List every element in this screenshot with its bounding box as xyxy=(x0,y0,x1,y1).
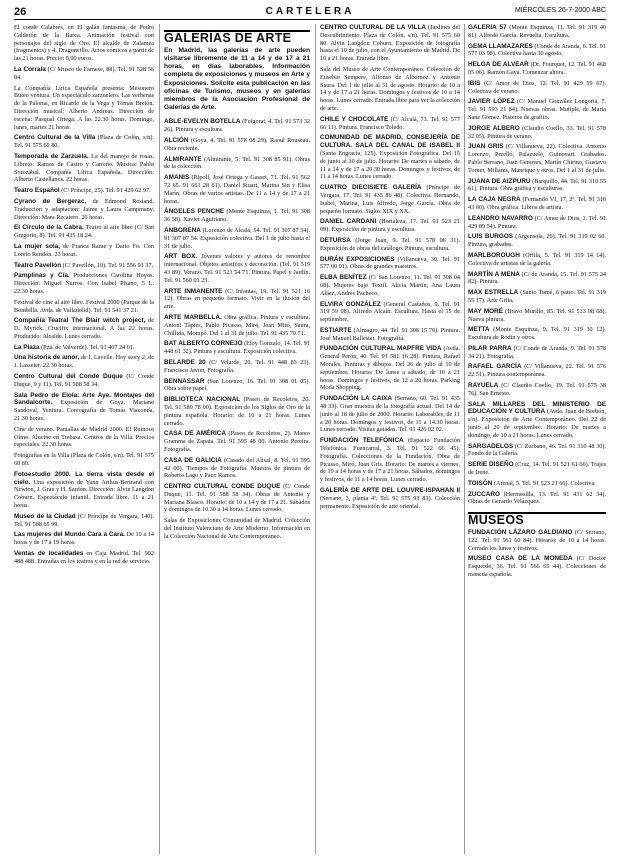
listing-name: BAT ALBERTO CORNEJO xyxy=(164,340,243,348)
listing-entry xyxy=(320,327,460,343)
listing-entry xyxy=(468,289,606,305)
listing-details: (C/ Infantas, 19. Tel. 91 521 16 12). Obras en pequeño formato. Vivir en la ilusión del arte. xyxy=(164,287,310,311)
listing-details: (C/ San Lorenzo, 11. Tel. 91 308 04 68). Mujeres bajo Textil. Alicia Martín, Ana Laura Aláez, Andrés Pacheco. xyxy=(320,274,460,297)
listing-entry xyxy=(320,134,460,181)
listing-name: ELVIRA GONZÁLEZ xyxy=(320,300,381,308)
listing-name: SALA MILLARES DEL MINISTERIO DE EDUCACIÓN Y CULTURA xyxy=(468,400,606,416)
listing-name: ARTE MARBELLA. xyxy=(164,313,222,321)
listing-entry xyxy=(468,24,606,40)
listing-name: PILAR PARRA xyxy=(468,344,512,352)
museums-list xyxy=(468,529,606,579)
listing-name: JORGE ALBERO xyxy=(468,124,520,132)
listing-name: Las mujeres del Mundo Cara a Cara. xyxy=(14,531,125,539)
listing-entry xyxy=(14,153,154,184)
listing-entry xyxy=(14,134,154,150)
listing-entry xyxy=(320,184,460,215)
listing-name: Fotoestudio 2000. La tierra vista desde el cielo. xyxy=(14,470,154,486)
listing-details: (C/ Amor de Dios, 12. Tel. 91 429 59 67). Colectiva de verano. xyxy=(468,79,606,95)
listing-details: (Conde de Aranda, 6. Tel. 91 577 03 98). Colectiva hasta 30 agosto. xyxy=(468,42,606,58)
listing-details: (Pza. de Valverde). Tel. 91 467 24 01. xyxy=(41,343,135,351)
column-galleries-and-museums xyxy=(468,24,606,854)
listing-entry xyxy=(164,174,310,205)
listing-entry xyxy=(468,529,606,552)
listing-name: La Plaza xyxy=(14,343,40,351)
listing-details: Obra gráfica. Pintura y escultura. Antoni Tàpies, Pablo Picasso, Miró, Joan Miró, Saura, Chillida, Mompó. Del 1 al 31 de julio. Tel. 91 435 70 71. xyxy=(164,313,310,337)
listing-entry xyxy=(320,274,460,297)
listing-details: De 10 a 14 horas y de 17 a 19 horas. xyxy=(14,531,154,547)
listing-name: ART BOX. xyxy=(164,253,198,261)
listing-entry xyxy=(468,382,606,398)
listing-name: La Corrala xyxy=(14,65,46,73)
listing-entry xyxy=(14,452,154,468)
listing-entry xyxy=(14,471,154,510)
listing-entry xyxy=(468,443,606,459)
listing-name: ALMIRANTE xyxy=(164,155,202,163)
listing-entry xyxy=(468,98,606,121)
listing-name: MARTÍN A MENA xyxy=(468,270,520,278)
listing-entry xyxy=(164,340,310,356)
listing-name: MAY MORÉ xyxy=(468,307,504,315)
listing-details: (C/ Manuel González Longoria, 7. Tel. 91 593 21 84). Nuevas obras. Mutiple, de Marta Sanz Gómez. Pisteros de grafito. xyxy=(468,98,606,121)
listing-details: (Argensola, 26). Tel. 91 319 02 60. Pintura, grabados. xyxy=(468,233,606,249)
column-divider xyxy=(464,24,465,854)
listing-details: (Dr. Fourquet, 12. Tel. 91 468 05 06). Ramón Gaya. Comenzar ahora. xyxy=(468,61,606,76)
listing-name: Ventas de localidades xyxy=(14,550,84,558)
column-art-galleries xyxy=(164,24,310,854)
listing-name: JUAN GRIS xyxy=(468,143,504,151)
listing-details: de D. Myrick. Crucifix internacional. A las 22 horas. Producido: Alcalde. Lunes cerrado. xyxy=(14,317,154,340)
listing-entry xyxy=(320,487,460,510)
listing-entry xyxy=(164,517,310,540)
listing-details: (Lorenzo de Alcalá, 54. Tel. 91 307 87 54). 91 307 87 54. Exposición colectiva. Del 1 de julio hasta el 31 de julio. xyxy=(164,226,310,250)
listing-details: (Jardines del Descubrimiento. Plaza de Colón, s/n). Tel. 91 575 60 80. Alvin Langdon Coburn. Exposición de fotografía hasta el 10 de julio, con el Ayuntamiento de Madrid. De 10 a 21 horas. Entrada libre. xyxy=(320,24,460,63)
listing-details: (Espacio Fundación Telefónica. Fuencarral, 3. Tel. 91 522 66 45). Fotografía. Colecciones de la Fundación. Obra de Picasso, Miró, Juan Gris. Horario: De martes a viernes, de 10 a 14 horas y de 17 a 21 horas. Sábados, domingos y festivos, de 11 a 14 horas. Lunes cerrado. xyxy=(320,437,460,484)
galleries-list xyxy=(164,118,310,540)
listing-details: (Jorge Juan, 9. Tel. 91 578 06 31). Exposición de obras del catálogo. Pintura, escultura. xyxy=(320,236,460,252)
listing-name: FUNDACIÓN LA CAIXA xyxy=(320,395,393,403)
listing-details: (C/ Amor de Dios, 1. Tel. 91 429 89 54). Pintura. xyxy=(468,214,606,230)
column-divider xyxy=(315,24,316,854)
listing-entry xyxy=(468,215,606,231)
listing-name: MARLBOROUGH xyxy=(468,251,520,259)
listing-entry xyxy=(320,256,460,272)
listing-details: (Paseo de Recoletos, 20. Tel. 91 580 78 00). Exposición de los Siglos de Oro de la pintura española. Horario: de 10 a 21 horas. Lunes cerrado. xyxy=(164,396,310,427)
listing-entry xyxy=(468,345,606,361)
listing-entry xyxy=(320,301,460,324)
listing-details: (Villanueva, 30. Tel. 91 577 60 91). Obras de grandes maestros. xyxy=(320,255,460,271)
listing-entry xyxy=(164,288,310,311)
listing-name: CASA DE GALICIA xyxy=(164,456,222,464)
listing-details: Fotografías en la Villa (Plaza de Colón, s/n). Tel. 91 575 60 80. xyxy=(14,452,154,468)
listing-details: Sala del Museo de Arte Contemporáneo. Colección de Eusebio Sempere, Alfonso de Albornoz y Antonio Saura. Del 1 de julio al 31 de agosto. Horario: de 10 a 14 y de 17 a 21 horas. Domingos y festivos de 10 a 14 horas. Lunes cerrado. Entrada libre para ver la colección de arte. xyxy=(320,65,460,112)
listing-details: (Santo Tomé, 6 patio. Tel. 91 319 55 17). Arte Grita. xyxy=(468,289,606,304)
listing-details: (C/ Conde Duque, 11. Tel. 91 588 58 34). Obras de Antonio y Mariana Blasco. Horario: de 10 a 14 y de 17 a 21. Sábados y domingos de 10.30 a 14 horas. Lunes cerrado. xyxy=(164,483,310,514)
listing-entry xyxy=(164,156,310,172)
listing-details: La del manojo de rosas. Libreto: Ramos de Castro y Carreño. Música: Pablo Sorozábal. Compañía Lírica Española. Dirección: Alberto Castellanos. 22 horas. xyxy=(14,152,154,184)
listing-details: (C/ Velarde, 20. Tel. 91 448 83 23). Francisco Javier, Fotografía. xyxy=(164,358,310,374)
column-divider xyxy=(159,24,160,854)
listing-details: (General Castaños, 9. Tel. 91 319 59 08). Alfredo Alcaín. Escultura. Hasta el 15 de septiembre. xyxy=(320,300,460,324)
listing-entry xyxy=(164,457,310,480)
listing-name: CENTRO CULTURAL DE LA VILLA xyxy=(320,24,426,31)
listing-entry xyxy=(320,116,460,132)
listing-entry xyxy=(14,392,154,423)
listing-name: LUIS BURGOS xyxy=(468,233,514,241)
listing-name: TOISÓN xyxy=(468,479,493,487)
listing-entry xyxy=(468,491,606,507)
listing-entry xyxy=(14,66,154,82)
listing-entry xyxy=(14,426,154,449)
listing-entry xyxy=(320,437,460,484)
listing-name: El Círculo de la Cabra. xyxy=(14,224,84,232)
issue-date: MIÉRCOLES 26-7-2000 ABC xyxy=(514,7,606,14)
galleries-list-continued xyxy=(468,24,606,506)
listing-name: ESTIARTE xyxy=(320,326,352,334)
listing-entry xyxy=(14,317,154,340)
listing-name: CHILE Y CHOCOLATE xyxy=(320,115,389,123)
listing-details: (Claudio Coello, 33. Tel. 91 578 32 05). Pintura de verano. xyxy=(468,124,606,140)
listing-entry xyxy=(164,359,310,375)
listing-details: (C/ de Aranda, 15. Tel. 91 575 24 82). Pintura. xyxy=(468,270,606,286)
listing-details: (Ripoll, José Ortega y Gasset, 71. Tel. 91 562 72 65. 91 661 28 61). Daniel Stuart, Marina Sin y Elisa Marín. Obras de varios artistas. De 11 a 14 y de 17 a 21 horas. xyxy=(164,174,310,205)
listing-details: (Fernando VI, 17, 2º. Tel. 91 310 43 60). Obra gráfica. Libros de artista. xyxy=(468,196,606,211)
listing-entry xyxy=(14,344,154,352)
listing-entry xyxy=(320,395,460,434)
header-rule xyxy=(14,19,606,20)
listing-details: (C/ Pavellón, 10). Tel. 91 556 91 37. xyxy=(62,261,154,269)
listing-details: (C/ Conde de Aranda, 9. Tel. 91 578 34 21). Fotografía. xyxy=(468,344,606,360)
listing-name: Compañía Teatral The Blair witch project, xyxy=(14,317,146,325)
listing-details: (Serrano, 60. Tel. 91 435 48 33). Gran muestra de la fotografía actual. Del 14 de junio al 18 de julio de 2000. Horario: Laborables, de 11 a 20 horas. Domingos y festivos, de 11 a 14.30 horas. Lunes cerrado. Visitas guiadas. Tel. 91 426 02 02. xyxy=(320,395,460,434)
listing-details: (C/ Alcalá, 73. Tel. 91 577 66 11). Pintura. Francisco Toledo. xyxy=(320,115,460,131)
listing-details: (Avda. General Perón, 40. Tel. 91 581 16 28). Pintura, Rafael Morales. Pinturas y dibujos. Del 26 de julio al 10 de septiembre. Horario: De lunes a sábado, de 10 a 21 horas. Domingos y festivos, de 12 a 20 horas. Parking Moda Shopping. xyxy=(320,345,460,392)
listing-details: Teatro al aire libre (C/ San Gregorio, 8). Tel. 91 435 18 24. xyxy=(14,224,154,240)
listing-name: CASA DE AMÉRICA xyxy=(164,430,226,438)
listing-name: DURÁN EXPOSICIONES xyxy=(320,255,395,263)
listing-name: ZUCCARO xyxy=(468,490,500,498)
listing-details: (C/ Conde Duque, 9 y 11). Tel. 91 588 58 34. xyxy=(14,373,154,388)
listing-name: DANIEL CARDANI xyxy=(320,218,377,226)
listing-entry xyxy=(164,483,310,514)
listing-name: LEANDRO NAVARRO xyxy=(468,214,533,222)
listing-name: Temporada de Zarzuela. xyxy=(14,152,89,160)
listing-name: FUNDACIÓN LÁZARO GALDIANO xyxy=(468,529,573,537)
listing-entry xyxy=(164,227,310,250)
listing-details: (Príncipe de Vergara, 17. Tel. 91 435 86 48). Colectiva. Hernando, Isabel, Marina, Luis Alfredo, Jorge García. Obra de pequeño formato. Siglos XIX y XX. xyxy=(320,184,460,215)
listing-details: (C/ Doctor Esquerdo, 36. Tel. 91 566 65 44). Colecciones de moneda española. xyxy=(468,555,606,579)
galleries-intro: En Madrid, las galerías de arte pueden visitarse libremente de 11 a 14 y de 17 a 21 horas, en días laborables. Información completa de exposiciones y museos en Arte y Exposiciones. Solicite esta publicación en las oficinas de Turismo, museos y en galerías miembros de la Asociación Profesional de Galerías de Arte. xyxy=(164,46,310,112)
listing-details: (Barquillo, 44. Tel. 91 310 55 61). Pintura. Obra gráfica y esculturas. xyxy=(468,177,606,193)
listing-entry xyxy=(14,224,154,240)
listing-entry xyxy=(320,24,460,63)
listing-name: ARTE INMANENTE xyxy=(164,287,223,295)
listing-details: (C/ Príncipe, 25). Tel. 91 429 62 97. xyxy=(61,187,151,195)
listing-details: (Avda. Juan de Borbón, s/n). Exposición de Arte Contemporáneo. Del 22 de junio al 20 de septiembre. Horario: De martes a domingo, de 10 a 21 horas. Lunes cerrado. xyxy=(468,408,606,439)
listing-details: (Bravo Murillo, 85. Tel. 91 533 08 68). Nueva pintura. xyxy=(468,307,606,323)
listing-entry xyxy=(468,233,606,249)
listing-name: Sala Pedro de Elola: Arte Aye. Montajes del Sandalcorte. xyxy=(14,391,154,407)
listing-entry xyxy=(164,396,310,427)
page-number: 26 xyxy=(14,6,27,18)
listing-entry xyxy=(164,118,310,134)
listing-details: El conde Calabrés, en El galán fantasma, de Pedro Calderón de la Barca. Animación festival con personajes del siglo de Oro. El alcalde de Zalamea (fragmentos) y 4. Dragoncillo. Actos cómicos a partir de las 21 horas. Precio: 5,00 euros. xyxy=(14,24,154,63)
listing-details: (Serrano, 3, planta 4ª. Tel. 91 575 93 83). Colección permanente. Exposición de arte oriental. xyxy=(320,494,460,510)
listing-name: Teatro Pavellón xyxy=(14,261,62,269)
listing-name: DETURSA xyxy=(320,236,351,244)
listing-details: (Goya, 4. Tel. 91 578 08 29). Raoul Rouseau. Obra reciente. xyxy=(164,137,310,152)
listing-details: Exposición de Goya. Mariano Sandoval, Ventura. Coreografía de Tomás Viaconda. 21.30 horas. xyxy=(14,399,154,423)
listing-entry xyxy=(14,354,154,370)
listing-entry xyxy=(320,237,460,253)
listing-name: MUSEO CASA DE LA MONEDA xyxy=(468,555,573,563)
column-theatre-listings xyxy=(14,24,154,854)
listing-entry xyxy=(468,43,606,59)
listing-entry xyxy=(164,314,310,337)
listing-name: RAYUELA xyxy=(468,382,499,390)
listing-details: (Eloy Gonzalo, 14. Tel. 91 448 61 32). Pintura y escultura. Exposición colectiva. xyxy=(164,340,310,356)
listing-entry xyxy=(468,252,606,268)
listing-details: Cine de verano. Pantallas de Madrid 2000. El Ruinoso Olmo. Alucine en Trebasa. Centros de la Villa. Precios especiales. 22.30 horas. xyxy=(14,425,154,449)
listing-name: Centro Cultural del Conde Duque xyxy=(14,373,123,381)
listing-name: AMANIS xyxy=(164,174,190,182)
listing-details: (Almagro, 44. Tel. 91 308 15 70). Pintura. José Manuel Ballester. Fotografía. xyxy=(320,326,460,342)
listing-details: (Almirante, 5. Tel. 91 308 85 91). Obras de la colección. xyxy=(164,155,310,171)
listing-entry xyxy=(14,24,154,63)
page-header xyxy=(14,6,606,20)
listing-name: JUANA DE AIZPURU xyxy=(468,177,531,185)
listing-details: (C/ Museo de Farnese, 88). Tel. 91 528 56 84. xyxy=(14,65,154,81)
listing-entry xyxy=(468,80,606,96)
listing-name: SERIE DISEÑO xyxy=(468,461,514,469)
listing-name: IBIS xyxy=(468,79,481,87)
listing-entry xyxy=(164,208,310,224)
listing-details: (Monte Esquinza, 1. Tel. 91 308 36 58). Xavier Aguiriano. xyxy=(164,208,310,224)
listing-name: CUATRO DIECISIETE GALERÍA xyxy=(320,184,422,192)
listing-entry xyxy=(14,531,154,547)
listing-name: BIBLIOTECA NACIONAL xyxy=(164,396,241,404)
listing-details: (C/ Príncipe de Vergara, 140). Tel. 91 588 65 99. xyxy=(14,512,154,528)
listing-details: (Plaza de Colón, s/n). Tel. 91 575 60 80. xyxy=(14,134,154,150)
listing-name: BELARDE 20 xyxy=(164,358,206,366)
listing-details: (C/ Claudio Coello, 19. Tel. 91 575 38 76). San Ernesto. xyxy=(468,382,606,397)
listing-name: FUNDACIÓN CULTURAL MAPFRE VIDA xyxy=(320,345,442,353)
listing-name: Cyrano de Bergerac, xyxy=(14,197,87,205)
listing-entry xyxy=(468,363,606,379)
listing-entry xyxy=(468,178,606,194)
listing-details: (Monte Esquinza, 9. Tel. 91 319 30 12). Escultura de Rodin y otros. xyxy=(468,326,606,342)
listing-name: GALERÍA 57 xyxy=(468,24,507,31)
listing-entry xyxy=(320,345,460,392)
listing-entry xyxy=(14,513,154,529)
listing-name: GEMA LLAMAZARES xyxy=(468,42,533,50)
listing-entry xyxy=(164,253,310,284)
galleries-heading: GALERÍAS DE ARTE xyxy=(164,30,310,43)
listing-details: (Santa Engracia, 125). Exposición Fotográfica. Del 15 de junio al 30 de julio. Horario: De martes a sábado, de 11 a 14 y de 17 a 20.30 horas. Domingos y festivos, de 11 a 14 horas. Lunes cerrado. xyxy=(320,149,460,181)
listing-details: (Cruz, 14. Tel. 91 521 61 66). Trajes de Irene. xyxy=(468,461,606,477)
listing-details: (Paseo de Recoletos, 2). Marco Gramma de Zapata. Tel. 91 595 48 00. Antonio Pereira. Fotografía. xyxy=(164,430,310,453)
listing-entry xyxy=(14,187,154,195)
listing-name: Museo de la Ciudad xyxy=(14,512,76,520)
listing-name: La mujer sola, xyxy=(14,242,60,250)
listing-details: (Orfila, 5. Tel. 91 319 14 14). Colectiva de artistas de la galería. xyxy=(468,251,606,267)
column-galleries-continued xyxy=(320,24,460,854)
listing-entry xyxy=(468,480,606,488)
listing-name: Centro Cultural de la Villa xyxy=(14,134,96,142)
listing-details: (Hermosilla, 13. Tel. 91 431 62 34). Obras de Gerardo Velázquez. xyxy=(468,490,606,506)
listing-details: (Arenal, 5. Tel. 91 523 21 66). Colectiva. xyxy=(493,479,596,487)
listing-details: (C/ Villanueva, 22. Tel. 91 576 22 51). Pintura contemporánea. xyxy=(468,363,606,379)
listing-details: (C/ Serrano, 122. Tel. 91 561 60 84). Horario: de 10 a 14 horas. Cerrado los lunes y festivos. xyxy=(468,529,606,552)
listing-name: Pamplinas y Cía. xyxy=(14,272,70,280)
listing-name: ABLE-EVELYN BOTELLA xyxy=(164,118,241,126)
listing-details: (Monte Esquinza, 11. Tel. 91 319 40 81). Alfredo García. Revuelta. Escultura. xyxy=(468,24,606,39)
listing-entry xyxy=(468,61,606,77)
listing-name: Una historia de amor, xyxy=(14,354,80,362)
listing-entry xyxy=(164,378,310,394)
listing-entry xyxy=(14,85,154,132)
listing-details: Jóvenes valores y autores de renombre internacional. Objetos artísticos y decoración. (Tel. 91 519 43 89). Verano. Tel. 91 523 54 71. Pintura. Papel y Jardín. Tel. 91 560 03 23. xyxy=(164,253,310,284)
listing-entry xyxy=(468,461,606,477)
listing-details: (C/ Villanueva, 22). Colectiva. Antonio Lorenzo, Perelló, Palazuelo, Guinovart. Grabados. Pablo Serrano, Juan Genovés, Martín Chirino, Gustavo Torner, Millares, Manrique y otros. Del 1 al 31 de julio. xyxy=(468,143,606,174)
listing-entry xyxy=(14,243,154,259)
listing-name: CENTRO CULTURAL CONDE DUQUE xyxy=(164,483,281,491)
listing-details: (Hortaleza, 17. Tel. 91 523 21 09). Exposición de pintura y escultura. xyxy=(320,218,460,234)
listing-name: Teatro Español xyxy=(14,187,60,195)
listing-entry xyxy=(468,271,606,287)
listing-entry xyxy=(468,326,606,342)
listing-details: en Caja Madrid. Tel. 902 488 488. Entradas en los teatros y en la red de servicio. xyxy=(14,550,154,565)
listing-details: Una exposición de Yann Arthus-Bertrand con Newton, J. Grau y H. Sardón. Dirección: Alvin Langdon Coburn. Espectáculo infantil. Entrada libre. 11 a 21 horas. xyxy=(14,478,154,510)
listing-entry xyxy=(14,272,154,295)
listing-entry xyxy=(164,430,310,453)
listing-entry xyxy=(14,373,154,389)
listing-entry xyxy=(164,137,310,153)
listing-entry xyxy=(468,555,606,578)
listing-entry xyxy=(320,66,460,113)
listing-details: de J. Lavelle. Hoy story 2, de J. Lasseter. 22.30 horas. xyxy=(14,354,154,370)
listing-details: de Franca Rame y Dario Fo. Con Loreto Rendón. 23 horas. xyxy=(14,242,154,258)
listing-details: (San Lorenzo, 16. Tel. 91 308 01 05). Obra sobre papel. xyxy=(164,377,310,393)
listing-name: GALERÍA DE ARTE DEL LOUVRE-ISPAHAN II xyxy=(320,487,460,495)
listing-name: LA CAJA NEGRA xyxy=(468,196,521,204)
listing-entry xyxy=(14,299,154,315)
listing-name: MAX ESTRELLA xyxy=(468,289,519,297)
listing-name: ELBA BENÍTEZ xyxy=(320,274,367,282)
listing-entry xyxy=(468,401,606,440)
listing-name: BENNASSAR xyxy=(164,377,205,385)
listing-entry xyxy=(14,198,154,221)
listing-name: HELGA DE ALVEAR xyxy=(468,61,529,69)
listing-entry xyxy=(468,143,606,174)
listing-name: JAVIER LÓPEZ xyxy=(468,98,515,106)
listing-entry xyxy=(320,218,460,234)
listing-name: SARGADELOS xyxy=(468,442,514,450)
listing-details: de Edmond Rostand. Traducción y adaptación: Jaime y Laura Campmany. Dirección: Mara Recatero. 20 horas. xyxy=(14,197,154,221)
listing-details: (Casado del Alisal, 8. Tel. 91 595 42 00). Tiempos de Fotografía. Muestra de pintura de Roberto Lago y Paco Ramos. xyxy=(164,456,310,480)
museums-heading: MUSEOS xyxy=(468,512,606,525)
listing-name: METTA xyxy=(468,326,490,334)
listing-entry xyxy=(14,550,154,566)
listing-details: Producciones Carolina Hoyos. Dirección: Miguel Narros. Con Isabel Pisano, 5 L. 22.30 horas. xyxy=(14,272,154,295)
listing-entry xyxy=(468,196,606,212)
section-title: CARTELERA xyxy=(265,6,355,17)
listing-details: Salas de Exposiciones Comunidad de Madrid. Colección del Instituto Valenciano de Arte Moderno. Información en la Colección Nacional de Arte Contemporáneo. xyxy=(164,517,310,540)
listing-name: FUNDACIÓN TELEFÓNICA xyxy=(320,437,404,445)
listing-entry xyxy=(14,262,154,270)
listing-details: (Fuigorat, 4. Tel. 91 573 32 26). Pintura y escultura. xyxy=(164,118,310,134)
listing-name: COMUNIDAD DE MADRID, CONSEJERÍA DE CULTURA. SALA DEL CANAL DE ISABEL II xyxy=(320,134,460,150)
listing-name: ALCIÓN xyxy=(164,137,189,145)
listing-name: ANBORENA xyxy=(164,226,201,234)
listing-name: ÁNGELES PENCHE xyxy=(164,208,225,216)
listing-entry xyxy=(468,308,606,324)
listing-entry xyxy=(468,125,606,141)
listing-details: (C/ Zurbano, 46. Tel. 91 310 48 30). Fondo de la Galería. xyxy=(468,442,606,458)
listing-details: Festival de cine al aire libre. Festival 2000 (Parque de la Bombilla. Avda. de Valladolid). Tel. 91 541 37 21. xyxy=(14,298,154,314)
listing-name: RAFAEL GARCÍA xyxy=(468,363,522,371)
listing-details: La Compañía Lírica Española presenta: Mesonero Buteo ventura. Un espectáculo zarzuelero. Las verbenas de la Paloma, en Ricardo de la Vega y Tomás Bretón. Dirección musical: Alberto Andreas. Dirección de escena: Pasqual Ortega. A las 22.30 horas. Domingo, lunes, martes 21 horas. xyxy=(14,84,154,131)
